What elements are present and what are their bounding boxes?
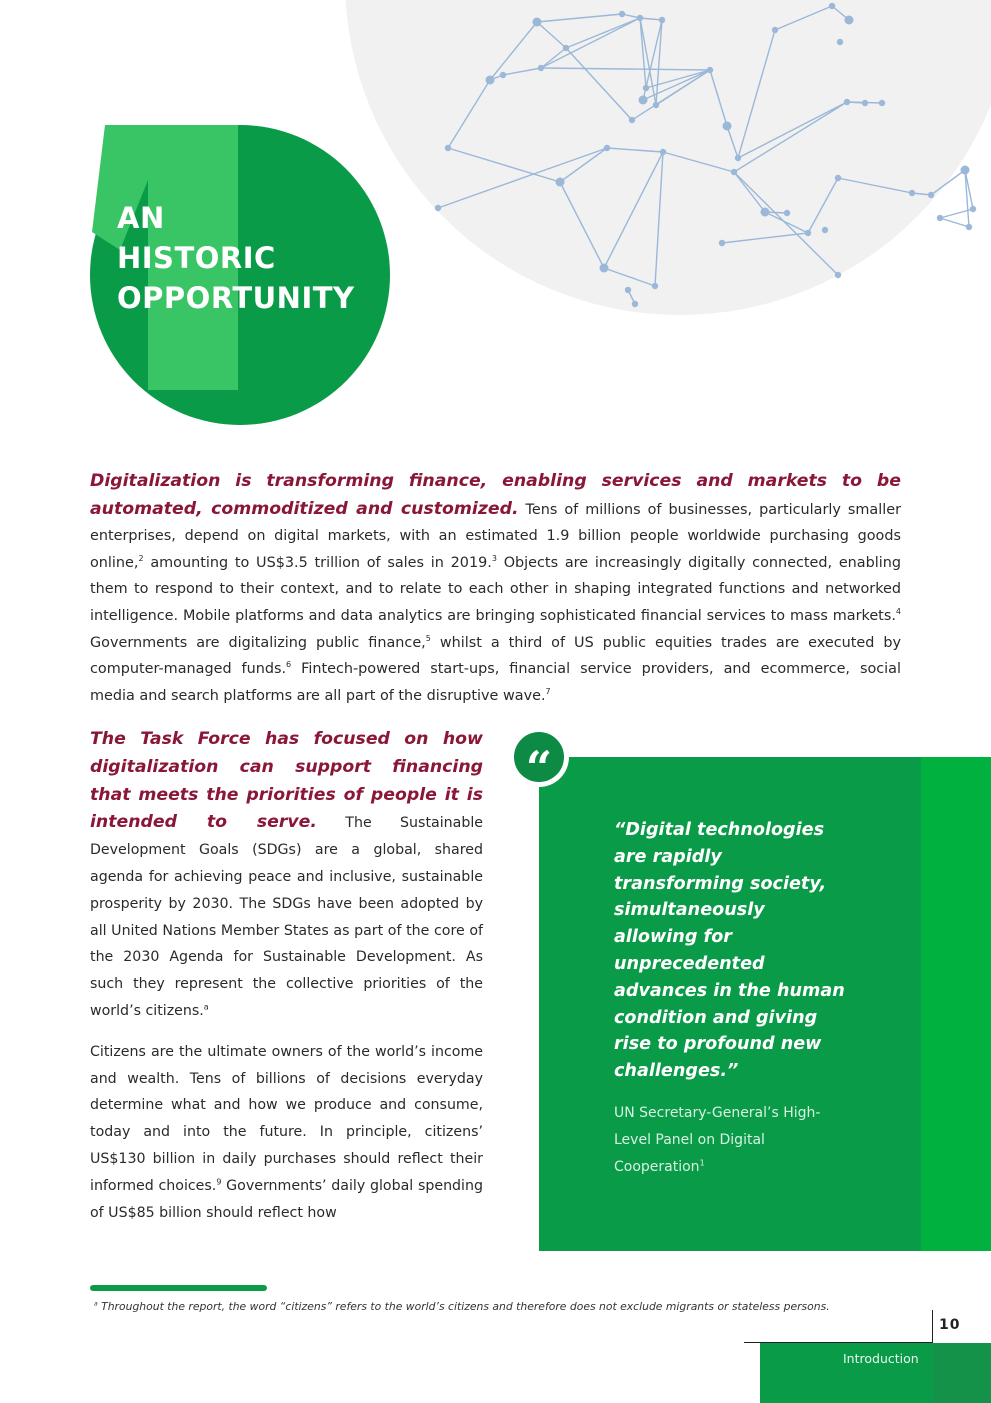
quote-attribution [614, 1100, 844, 1181]
network-node [723, 122, 732, 131]
footnote-marker: a [94, 1300, 98, 1308]
chapter-title-line3: OPPORTUNITY [117, 281, 355, 315]
network-edge [940, 218, 969, 227]
network-node [966, 224, 972, 230]
footnote-ref-6[interactable]: 6 [286, 660, 292, 670]
network-node [970, 206, 976, 212]
network-node [652, 283, 658, 289]
network-node [772, 27, 778, 33]
network-node [735, 155, 741, 161]
network-node [837, 39, 843, 45]
task-force-paragraph [90, 726, 483, 1025]
network-node [625, 287, 631, 293]
lead-text-e: whilst a third of US public equities trades are executed by computer-managed funds. [90, 634, 901, 678]
chapter-title-line2: HISTORIC [117, 241, 276, 275]
network-node [719, 240, 725, 246]
lead-paragraph [90, 468, 901, 709]
network-node [845, 16, 854, 25]
footnote-text: Throughout the report, the word “citizens” refers to the world’s citizens and therefore does not exclude migrants or stateless persons. [97, 1300, 830, 1313]
lead-text-a: Tens of millions of businesses, particularly smaller enterprises, depend on digital markets, with an estimated 1.9 billion people worldwide purchasing goods online, [90, 501, 901, 571]
lead-text-f: Fintech-powered start-ups, financial service providers, and ecommerce, social media and search platforms are all part of the disruptive wave. [90, 661, 901, 704]
citizens-text-b: Governments’ daily global spending of US$85 billion should reflect how [90, 1177, 484, 1221]
network-node [643, 85, 649, 91]
footnote-ref-4[interactable]: 4 [895, 607, 901, 617]
network-node [784, 210, 790, 216]
footnote-ref-2[interactable]: 2 [138, 553, 144, 563]
network-node [604, 145, 610, 151]
quote-source-text: UN Secretary-General’s High-Level Panel on Digital Cooperation [614, 1105, 821, 1175]
network-node [761, 208, 770, 217]
network-node [533, 18, 542, 27]
network-node [556, 178, 565, 187]
network-node [637, 15, 643, 21]
quote-badge [509, 727, 569, 795]
network-node [961, 166, 970, 175]
network-node [600, 264, 609, 273]
lead-text-d: Governments are digitalizing public finance, [90, 634, 426, 651]
network-node [653, 102, 659, 108]
footnote-ref-5[interactable]: 5 [425, 633, 431, 643]
footnote [94, 1300, 830, 1313]
footnote-ref-1[interactable]: 1 [699, 1158, 705, 1168]
network-node [822, 227, 828, 233]
quote-mark-icon: “ [514, 732, 564, 782]
lead-text-c: Objects are increasingly digitally connected, enabling them to respond to their context, and to relate to each other in shaping integrated functions and networked intelligence. Mobile platforms and data analytics are bringing sophisticated financial services to mass markets. [90, 554, 902, 624]
quote-accent-strip [921, 757, 991, 1251]
network-node [731, 169, 737, 175]
footnote-ref-a[interactable]: a [203, 1002, 209, 1012]
network-node [445, 145, 451, 151]
network-node [862, 100, 868, 106]
network-node [639, 96, 648, 105]
network-node [879, 100, 885, 106]
chapter-title-line1: AN [117, 201, 165, 235]
footnote-divider [90, 1285, 267, 1291]
network-node [538, 65, 544, 71]
footnote-ref-3[interactable]: 3 [491, 553, 497, 563]
network-node [829, 3, 835, 9]
network-node [928, 192, 934, 198]
network-node [909, 190, 915, 196]
network-node [629, 117, 635, 123]
network-node [835, 272, 841, 278]
network-node [486, 76, 495, 85]
section-tab-label[interactable]: Introduction [843, 1351, 919, 1366]
network-node [805, 230, 811, 236]
network-node [844, 99, 850, 105]
citizens-paragraph [90, 1039, 483, 1227]
network-node [500, 72, 506, 78]
task-force-highlight: The Task Force has focused on how digitalization can support financing that meets the priorities of people it is intended to serve. [90, 729, 483, 833]
network-node [563, 45, 569, 51]
left-column [90, 726, 483, 1240]
lead-text-b: amounting to US$3.5 trillion of sales in 2019. [143, 554, 492, 571]
gray-backdrop-circle [345, 0, 991, 315]
network-node [660, 149, 666, 155]
chapter-title [117, 198, 355, 318]
pull-quote: “Digital technologies are rapidly transforming society, simultaneously allowing for unprecedented advances in the human condition and giving rise to profound new challenges.” [614, 820, 845, 1082]
network-node [632, 301, 638, 307]
lead-highlight: Digitalization is transforming finance, enabling services and markets to be automated, commoditized and customized. [90, 471, 901, 519]
network-node [707, 67, 713, 73]
page-number: 10 [939, 1317, 961, 1333]
network-node [835, 175, 841, 181]
network-node [937, 215, 943, 221]
network-node [659, 17, 665, 23]
citizens-text-a: Citizens are the ultimate owners of the world’s income and wealth. Tens of billions of decisions everyday determine what and how we produce and consume, today and into the future. In principle, citizens’ US$130 billion in daily purchases should reflect their informed choices. [90, 1043, 483, 1194]
footnote-ref-7[interactable]: 7 [545, 686, 551, 696]
footnote-ref-9[interactable]: 9 [216, 1177, 222, 1187]
task-force-text: The Sustainable Development Goals (SDGs) are a global, shared agenda for achieving peace and inclusive, sustainable prosperity by 2030. The SDGs have been adopted by all United Nations Member States as part of the core of the 2030 Agenda for Sustainable Development. As such they represent the collective priorities of the world’s citizens. [90, 815, 484, 1019]
network-node [619, 11, 625, 17]
network-node [435, 205, 441, 211]
section-tab-accent [933, 1343, 991, 1403]
